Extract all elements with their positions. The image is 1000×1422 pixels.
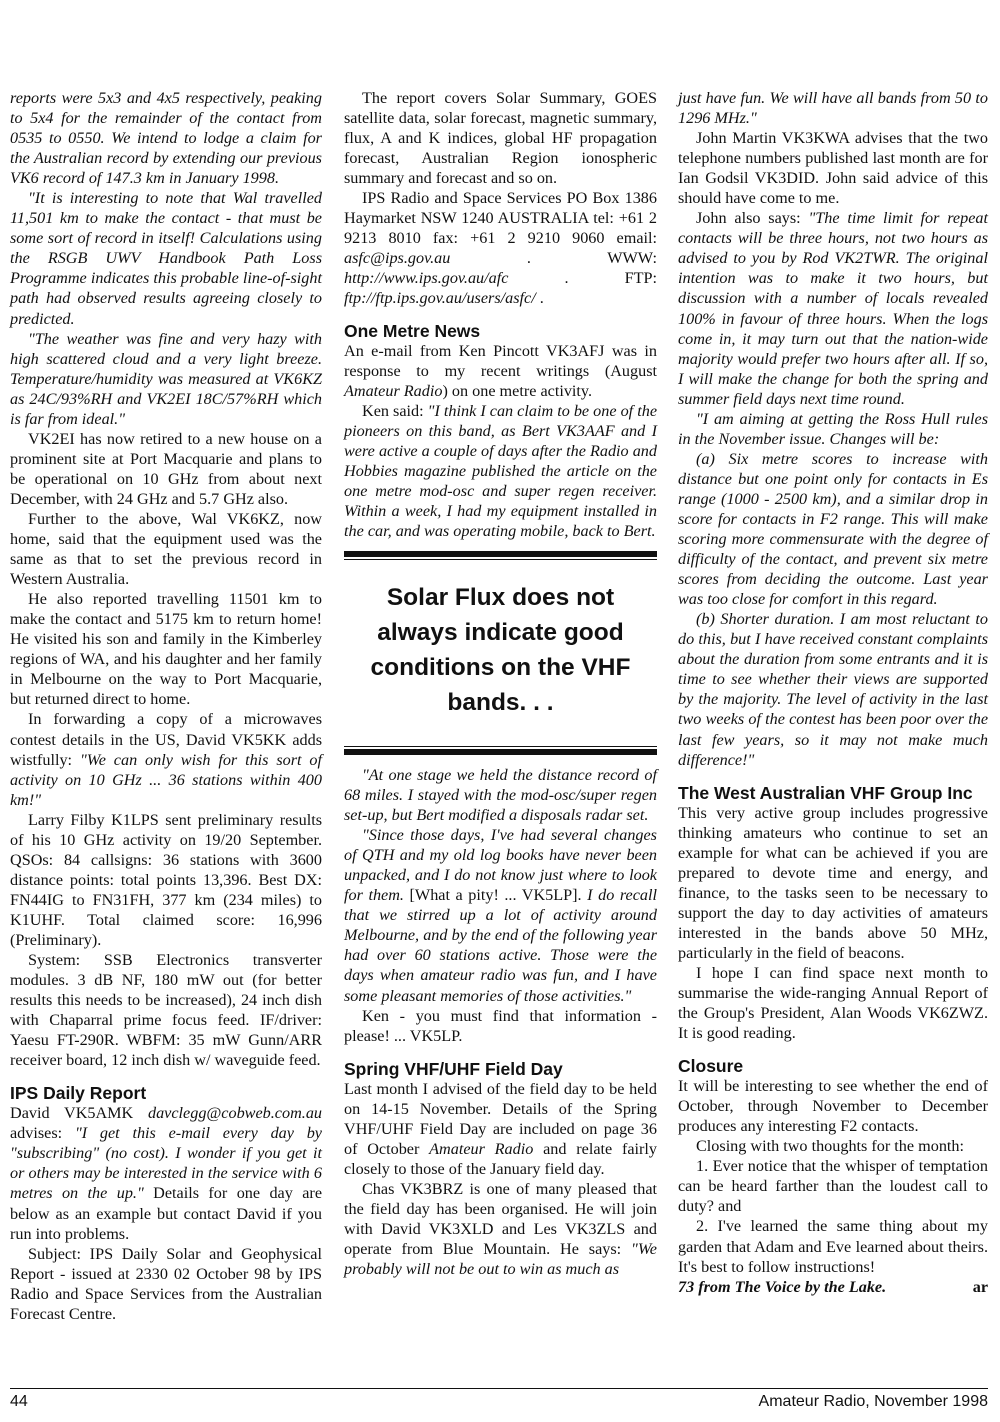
sign-off-text: 73 from The Voice by the Lake.	[678, 1277, 887, 1296]
text-run: In forwarding a copy of a microwaves contest details in the US, David VK5KK adds wistfully:	[10, 710, 322, 769]
paragraph: "At one stage we held the distance record of 68 miles. I stayed with the mod-osc/super regen set-up, but Bert modified a disposals radar set.	[344, 765, 657, 825]
text-run: . FTP:	[508, 269, 657, 288]
paragraph	[344, 1179, 657, 1279]
paragraph: Ken - you must find that information - please! ... VK5LP.	[344, 1006, 657, 1045]
quote-run: I do recall that we stirred up a lot of activity around Melbourne, and by the end of the following year had over 60 stations active. Those were the days when amateur radio was fun, and I have some pleasant memories of those activities."	[344, 886, 657, 1005]
section-heading-ips: IPS Daily Report	[10, 1083, 147, 1104]
paragraph: Subject: IPS Daily Solar and Geophysical Report - issued at 2330 02 October 98 by IPS Radio and Space Services from the Australian Forecast Centre.	[10, 1244, 322, 1323]
sign-off	[678, 1277, 988, 1297]
divider	[344, 746, 657, 747]
pull-quote-box	[344, 551, 657, 755]
paragraph: John Martin VK3KWA advises that the two telephone numbers published last month are for Ian Godsil VK3DID. John said advice of this should have come to me.	[678, 129, 988, 208]
section-heading-west-australian-vhf: The West Australian VHF Group Inc	[678, 782, 973, 803]
paragraph: It will be interesting to see whether the end of October, through November to December produces any interesting F2 contacts.	[678, 1077, 988, 1136]
section-heading-one-metre: One Metre News	[344, 320, 481, 341]
paragraph: "The weather was fine and very hazy with high scattered cloud and a very light breeze. Temperature/humidity was measured at VK6KZ as 24C/93%RH and VK2EI 18C/57%RH which is far from ideal."	[10, 329, 322, 428]
text-run: and relate fairly closely to those of the January field day.	[344, 1139, 657, 1178]
pull-quote-text: Solar Flux does not always indicate good conditions on the VHF bands. . .	[370, 583, 631, 716]
paragraph: Closing with two thoughts for the month:	[696, 1137, 964, 1156]
paragraph: Larry Filby K1LPS sent preliminary results of his 10 GHz activity on 19/20 September. QSOs: 84 callsigns: 36 stations with 3600 distance points: total points 13,396. Best DX: FN44IG to FN31FH, 377 km (234 miles) to K1UHF. Total claimed score: 16,996 (Preliminary).	[10, 810, 322, 949]
paragraph: (b) Shorter duration. I am most reluctant to do this, but I have received constant complaints about the duration from some entrants and it is time to see whether their views are supported by the majority. The level of activity in the last two weeks of the contest has been poor over the last few years, so it may not make much difference!"	[678, 610, 988, 769]
text-run: ) on one metre activity.	[442, 381, 592, 400]
paragraph: I hope I can find space next month to summarise the wide-ranging Annual Report of the Group's President, Alan Woods VK6ZWZ. It is good reading.	[678, 963, 988, 1043]
paragraph: System: SSB Electronics transverter modules. 3 dB NF, 180 mW out (for better results this needs to be increased), 24 inch dish with Chaparral prime focus feed. IF/driver: Yaesu FT-290R. WBFM: 35 mW Gunn/ARR receiver board, 12 inch dish w/ waveguide feed.	[10, 951, 322, 1070]
paragraph	[678, 208, 988, 408]
text-run: John also says:	[696, 209, 809, 228]
magazine-title: Amateur Radio	[344, 381, 443, 400]
text-run: advises:	[10, 1124, 75, 1143]
quote-run: "I get this e-mail every day by "subscribing" (no cost). I wonder if you get it or others may be interested in the service with 6 metres on the up."	[10, 1124, 322, 1203]
section-heading-spring-field-day: Spring VHF/UHF Field Day	[344, 1058, 563, 1079]
text-run: IPS Radio and Space Services PO Box 1386 Haymarket NSW 1240 AUSTRALIA tel: +61 2 9213 8010 fax: +61 2 9210 9060 email:	[344, 189, 657, 248]
paragraph: "I am aiming at getting the Ross Hull rules in the November issue. Changes will be:	[678, 409, 988, 448]
text-run: .	[535, 289, 544, 308]
paragraph: VK2EI has now retired to a new house on a prominent site at Port Macquarie and plans to be operational on 10 GHz from about next December, with 24 GHz and 5.7 GHz also.	[10, 429, 322, 508]
paragraph: 1. Ever notice that the whisper of temptation can be heard farther than the loudest call to duty? and	[678, 1157, 988, 1216]
paragraph	[344, 188, 657, 308]
footer-divider	[10, 1388, 988, 1389]
paragraph	[344, 825, 657, 1005]
quote-run: "Since those days, I've had several changes of QTH and my old log books have never been unpacked, and I do not know just where to look for them.	[344, 826, 657, 905]
text-run: David VK5AMK	[10, 1104, 148, 1123]
column-3	[678, 88, 988, 1297]
magazine-title: Amateur Radio	[429, 1139, 534, 1158]
end-mark: ar	[972, 1277, 988, 1296]
paragraph: 2. I've learned the same thing about my garden that Adam and Eve learned about theirs. It's best to follow instructions!	[678, 1217, 988, 1276]
paragraph	[10, 1103, 322, 1243]
email-address: davclegg@cobweb.com.au	[147, 1104, 322, 1123]
publication-footer: Amateur Radio, November 1998	[758, 1393, 988, 1410]
section-heading-closure: Closure	[678, 1056, 744, 1077]
text-run: [What a pity! ... VK5LP].	[403, 886, 588, 905]
text-run: An e-mail from Ken Pincott VK3AFJ was in response to my recent writings (August	[344, 341, 657, 380]
quote-run: "I think I can claim to be one of the pioneers on this band, as Bert VK3AAF and I were active a couple of days after the Radio and Hobbies magazine published the article on the one metre mod-osc and super regen receiver. Within a week, I had my equipment installed in the car, and was operating mobile, back to Bert.	[344, 401, 658, 540]
text-run: Details for one day are below as an example but contact David if you run into problems.	[10, 1184, 322, 1243]
paragraph	[344, 1079, 657, 1179]
text-run: Last month I advised of the field day to be held on 14-15 November. Details of the Spring VHF/UHF Field Day are included on page 36 of October	[344, 1079, 657, 1158]
text-run: Chas VK3BRZ is one of many pleased that the field day has been organised. He will join with David VK3XLD and Les VK3ZLS and operate from Blue Mountain. He says:	[344, 1179, 657, 1259]
paragraph	[10, 709, 322, 809]
column-2	[344, 88, 657, 1279]
quote-run: "We can only wish for this sort of activity on 10 GHz ... 36 stations within 400 km!"	[10, 750, 322, 809]
divider	[344, 551, 657, 557]
paragraph: "It is interesting to note that Wal travelled 11,501 km to make the contact - that must be some sort of record in itself! Calculations using the RSGB UWV Handbook Path Loss Programme indicates this probable line-of-sight path had observed results agreeing closely to predicted.	[10, 189, 322, 328]
page-number: 44	[10, 1393, 28, 1410]
text-run: Ken said:	[362, 401, 428, 420]
paragraph: just have fun. We will have all bands from 50 to 1296 MHz."	[678, 89, 988, 128]
paragraph: (a) Six metre scores to increase with distance but one point only for contacts in Es range (1000 - 2500 km), and a similar drop in score for contacts in F2 range. This will make scoring more commensurate with the degree of difficulty of the contact, and prevent six metre scores from deciding the outcome. Last year was too close for comfort in this regard.	[678, 449, 988, 609]
text-run: . WWW:	[450, 249, 657, 268]
column-1	[10, 88, 322, 1324]
web-address: http://www.ips.gov.au/afc	[344, 269, 509, 288]
paragraph: reports were 5x3 and 4x5 respectively, peaking to 5x4 for the remainder of the contact from 0535 to 0550. We intend to lodge a claim for the Australian record by extending our previous VK6 record of 147.3 km in January 1998.	[10, 89, 322, 188]
email-address: asfc@ips.gov.au	[344, 249, 451, 268]
quote-run: "We probably will not be out to win as much as	[344, 1240, 657, 1279]
paragraph	[344, 401, 657, 541]
paragraph: The report covers Solar Summary, GOES satellite data, solar forecast, magnetic summary, flux, A and K indices, global HF propagation forecast, Australian Region ionospheric summary and forecast and so on.	[344, 89, 657, 188]
paragraph	[344, 341, 657, 401]
quote-run: "The time limit for repeat contacts will be three hours, not two hours as advised to you by Rod VK2TWR. The original intention was to make it two hours, but discussion with a number of locals revealed 100% in favour of three hours. When the logs come in, it may turn out that the nation-wide majority would prefer two hours after all. If so, I will make the change for both the spring and summer field days next time round.	[678, 209, 988, 408]
paragraph: This very active group includes progressive thinking amateurs who continue to set an example for what can be achieved if you are prepared to devote time and energy, and finance, to the tasks seen to be necessary to support the day to day activities of amateurs interested in the bands above 50 MHz, particularly in the field of beacons.	[678, 803, 988, 962]
paragraph: He also reported travelling 11501 km to make the contact and 5175 km to return home! He visited his son and family in the Kimberley regions of WA, and his daughter and her family in Melbourne on the way to Port Macquarie, but returned direct to home.	[10, 590, 322, 709]
divider	[344, 749, 657, 755]
ftp-address: ftp://ftp.ips.gov.au/users/asfc/	[344, 289, 536, 308]
paragraph: Further to the above, Wal VK6KZ, now home, said that the equipment used was the same as that to set the previous record in Western Australia.	[10, 509, 322, 589]
